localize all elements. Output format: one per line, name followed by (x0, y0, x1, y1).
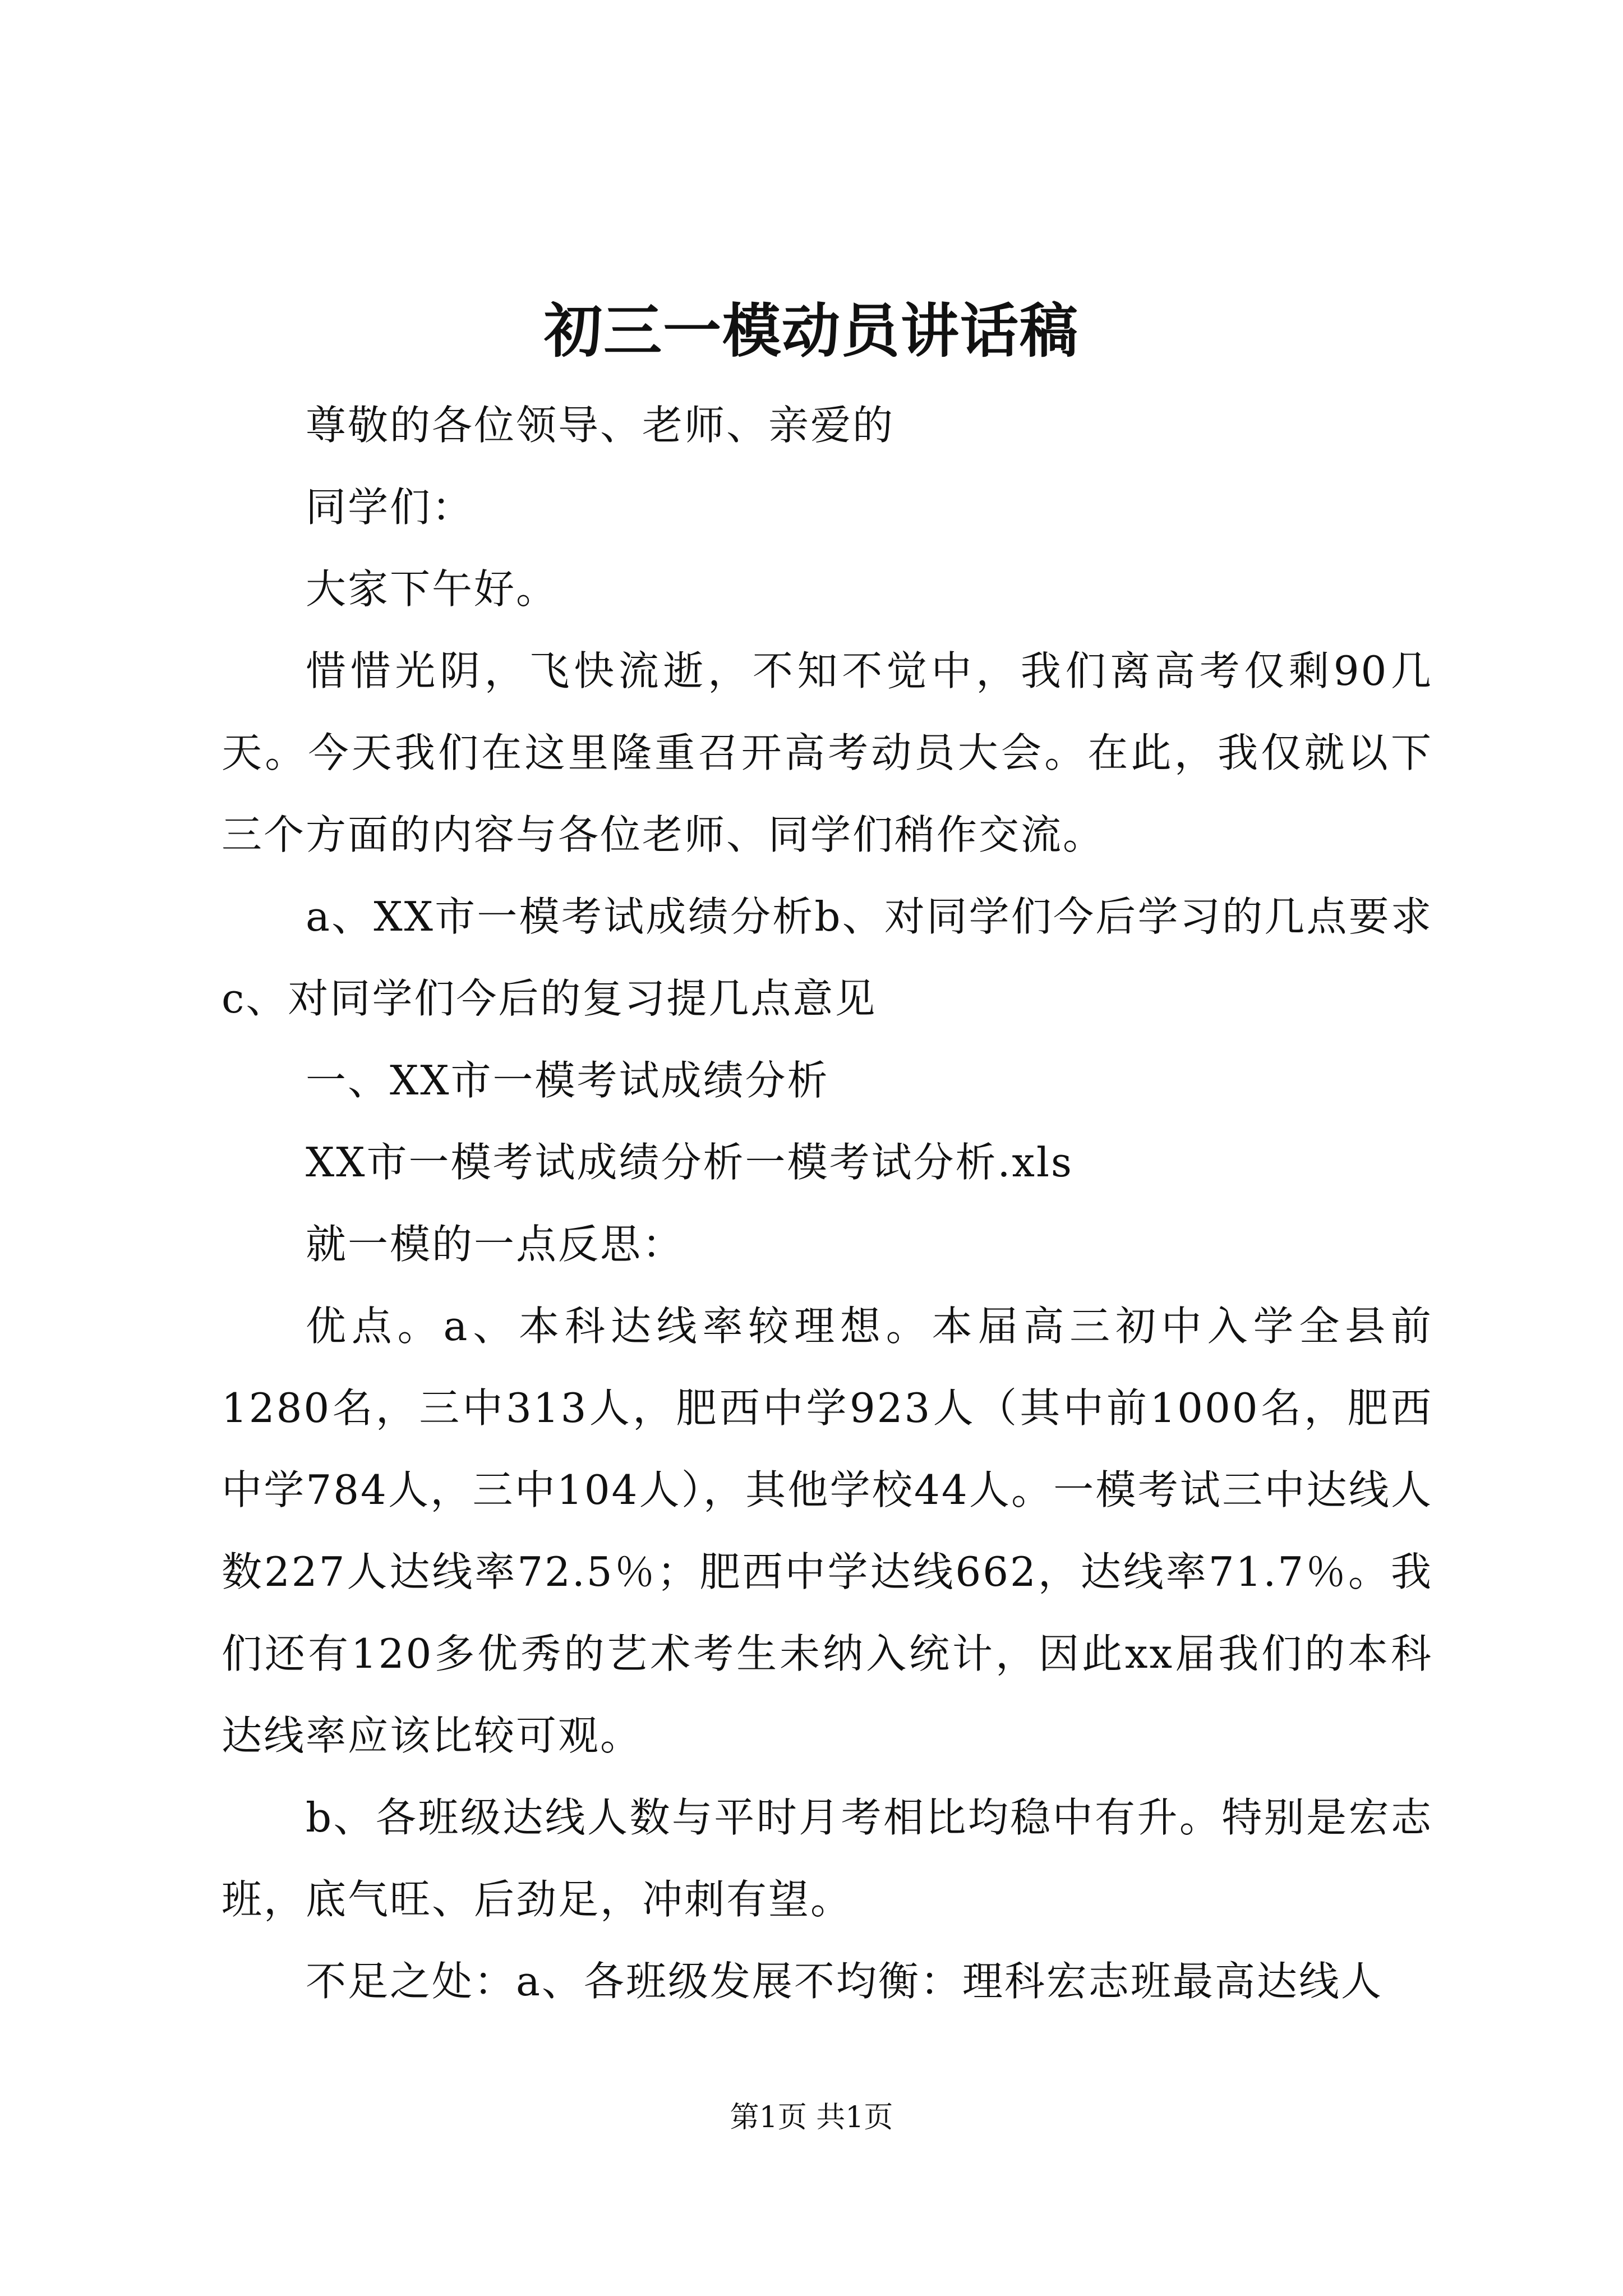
page-footer: 第1页 共1页 (730, 2101, 893, 2134)
paragraph-intro: 惜惜光阴，飞快流逝，不知不觉中，我们离高考仅剩90几天。今天我们在这里隆重召开高考动员大会。在此，我仅就以下三个方面的内容与各位老师、同学们稍作交流。 (222, 647, 1433, 858)
paragraph-attachment: XX市一模考试成绩分析一模考试分析.xls (306, 1139, 1073, 1186)
paragraph-class-progress: b、各班级达线人数与平时月考相比均稳中有升。特别是宏志班，底气旺、后劲足，冲刺有望。 (222, 1794, 1433, 1923)
paragraph-advantages: 优点。a、本科达线率较理想。本届高三初中入学全县前1280名，三中313人，肥西中学923人（其中前1000名，肥西中学784人，三中104人），其他学校44人。一模考试三中达线人数227人达线率72.5％；肥西中学达线662，达线率71.7％。我们还有120多优秀的艺术考生未纳入统计，因此xx届我们的本科达线率应该比较可观。 (222, 1303, 1433, 1759)
paragraph-reflection: 就一模的一点反思： (306, 1221, 685, 1268)
document-body (222, 384, 1433, 2022)
section-heading-1: 一、XX市一模考试成绩分析 (306, 1057, 829, 1104)
paragraph-outline: a、XX市一模考试成绩分析b、对同学们今后学习的几点要求c、对同学们今后的复习提几点意见 (222, 893, 1433, 1022)
document-title: 初三一模动员讲话稿 (543, 296, 1079, 365)
paragraph-greeting: 大家下午好。 (306, 565, 559, 613)
paragraph-salutation: 尊敬的各位领导、老师、亲爱的 (306, 402, 895, 449)
paragraph-shortcomings: 不足之处：a、各班级发展不均衡：理科宏志班最高达线人 (306, 1958, 1383, 2005)
paragraph-salutation-cont: 同学们： (306, 484, 474, 531)
